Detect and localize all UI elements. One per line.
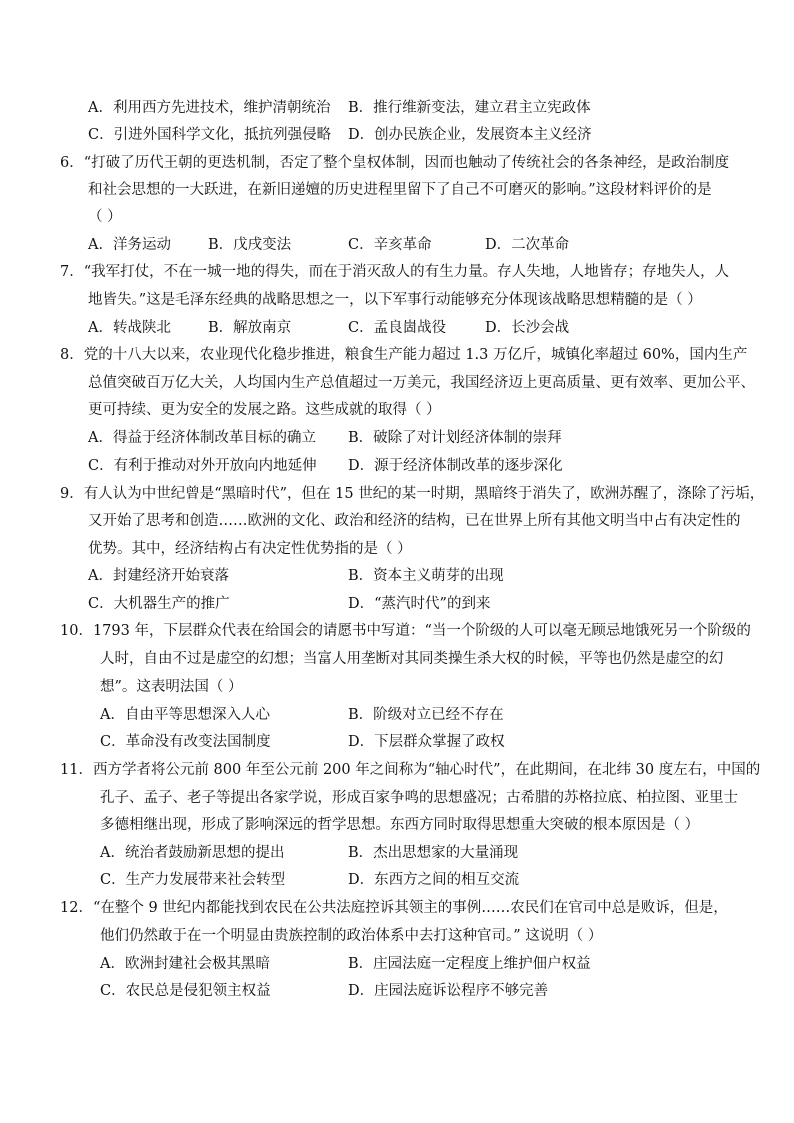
q5-option-c: C．引进外国科学文化，抵抗列强侵略	[88, 127, 332, 143]
q8-option-c: C．有利于推动对外开放向内地延伸	[88, 458, 317, 474]
q5-option-b: B．推行维新变法，建立君主立宪政体	[348, 100, 591, 116]
q8-stem-line-2: 总值突破百万亿大关，人均国内生产总值超过一万美元，我国经济迈上更高质量、更有效率、更加公平、	[88, 375, 755, 391]
q6-option-b: B．戊戌变法	[208, 237, 292, 253]
q7-option-d: D．长沙会战	[485, 320, 570, 336]
q5-option-a: A．利用西方先进技术，维护清朝统治	[88, 100, 331, 116]
q11-option-d: D．东西方之间的相互交流	[348, 872, 520, 888]
q11-stem-line-2: 孔子、孟子、老子等提出各家学说，形成百家争鸣的思想盛况；古希腊的苏格拉底、柏拉图、亚里士	[100, 790, 738, 806]
q10-stem-line-1: 10．1793 年，下层群众代表在给国会的请愿书中写道：“当一个阶级的人可以毫无顾忌地饿死另一个阶级的	[60, 623, 751, 639]
q12-option-d: D．庄园法庭诉讼程序不够完善	[348, 983, 549, 999]
q9-stem-line-1: 9．有人认为中世纪曾是“黑暗时代”，但在 15 世纪的某一时期，黑暗终于消失了，欧洲苏醒了，涤除了污垢，	[60, 486, 765, 502]
q9-option-c: C．大机器生产的推广	[88, 596, 230, 612]
q8-option-a: A．得益于经济体制改革目标的确立	[88, 430, 316, 446]
q11-option-b: B．杰出思想家的大量涌现	[348, 845, 519, 861]
q7-stem-line-1: 7．“我军打仗，不在一城一地的得失，而在于消灭敌人的有生力量。存人失地，人地皆存；存地失人，人	[60, 264, 730, 280]
q9-stem-line-2: 又开始了思考和创造……欧洲的文化、政治和经济的结构，已在世界上所有其他文明当中占有决定性的	[88, 513, 741, 529]
q11-option-a: A．统治者鼓励新思想的提出	[100, 845, 285, 861]
q10-option-a: A．自由平等思想深入人心	[100, 707, 270, 723]
q11-stem-line-3: 多德相继出现，形成了影响深远的哲学思想。东西方同时取得思想重大突破的根本原因是（ ）	[100, 817, 700, 833]
q12-option-c: C．农民总是侵犯领主权益	[100, 983, 271, 999]
q6-stem-line-1: 6．“打破了历代王朝的更迭机制，否定了整个皇权体制，因而也触动了传统社会的各条神经，是政治制度	[60, 155, 730, 171]
q10-option-c: C．革命没有改变法国制度	[100, 734, 271, 750]
q12-option-a: A．欧洲封建社会极其黑暗	[100, 956, 270, 972]
q9-option-b: B．资本主义萌芽的出现	[348, 568, 504, 584]
q8-option-b: B．破除了对计划经济体制的崇拜	[348, 430, 562, 446]
q8-stem-line-1: 8．党的十八大以来，农业现代化稳步推进，粮食生产能力超过 1.3 万亿斤，城镇化率超过 60%，国内生产	[60, 347, 748, 363]
q7-stem-line-2: 地皆失。”这是毛泽东经典的战略思想之一，以下军事行动能够充分体现该战略思想精髓的是（ ）	[88, 292, 702, 308]
q7-option-b: B．解放南京	[208, 320, 292, 336]
q9-stem-line-3: 优势。其中，经济结构占有决定性优势指的是（ ）	[88, 541, 412, 557]
q10-stem-line-3: 想”。这表明法国（ ）	[100, 679, 243, 695]
q12-option-b: B．庄园法庭一定程度上维护佃户权益	[348, 956, 591, 972]
q9-option-a: A．封建经济开始衰落	[88, 568, 229, 584]
q8-option-d: D．源于经济体制改革的逐步深化	[348, 458, 563, 474]
q10-stem-line-2: 人时，自由不过是虚空的幻想；当富人用垄断对其同类操生杀大权的时候，平等也仍然是虚空的幻	[100, 651, 724, 667]
q12-stem-line-2: 他们仍然敢于在一个明显由贵族控制的政治体系中去打这种官司。” 这说明（ ）	[100, 928, 603, 944]
q6-answer-bracket: （ ）	[88, 209, 122, 225]
q9-option-d: D．“蒸汽时代”的到来	[348, 596, 491, 612]
q10-option-d: D．下层群众掌握了政权	[348, 734, 505, 750]
q6-option-d: D．二次革命	[485, 237, 570, 253]
q7-option-a: A．转战陕北	[88, 320, 171, 336]
q11-option-c: C．生产力发展带来社会转型	[100, 872, 286, 888]
q6-option-c: C．辛亥革命	[348, 237, 432, 253]
q7-option-c: C．孟良崮战役	[348, 320, 447, 336]
q6-option-a: A．洋务运动	[88, 237, 171, 253]
q5-option-d: D．创办民族企业，发展资本主义经济	[348, 127, 592, 143]
q8-stem-line-3: 更可持续、更为安全的发展之路。这些成就的取得（ ）	[88, 402, 441, 418]
q10-option-b: B．阶级对立已经不存在	[348, 707, 504, 723]
q6-stem-line-2: 和社会思想的一大跃进，在新旧递嬗的历史进程里留下了自己不可磨灭的影响。”这段材料评价的是	[88, 182, 712, 198]
q11-stem-line-1: 11．西方学者将公元前 800 年至公元前 200 年之间称为“轴心时代”，在此期间，在北纬 30 度左右，中国的	[60, 762, 761, 778]
q12-stem-line-1: 12．“在整个 9 世纪内都能找到农民在公共法庭控诉其领主的事例……农民们在官司中总是败诉，但是，	[60, 900, 728, 916]
